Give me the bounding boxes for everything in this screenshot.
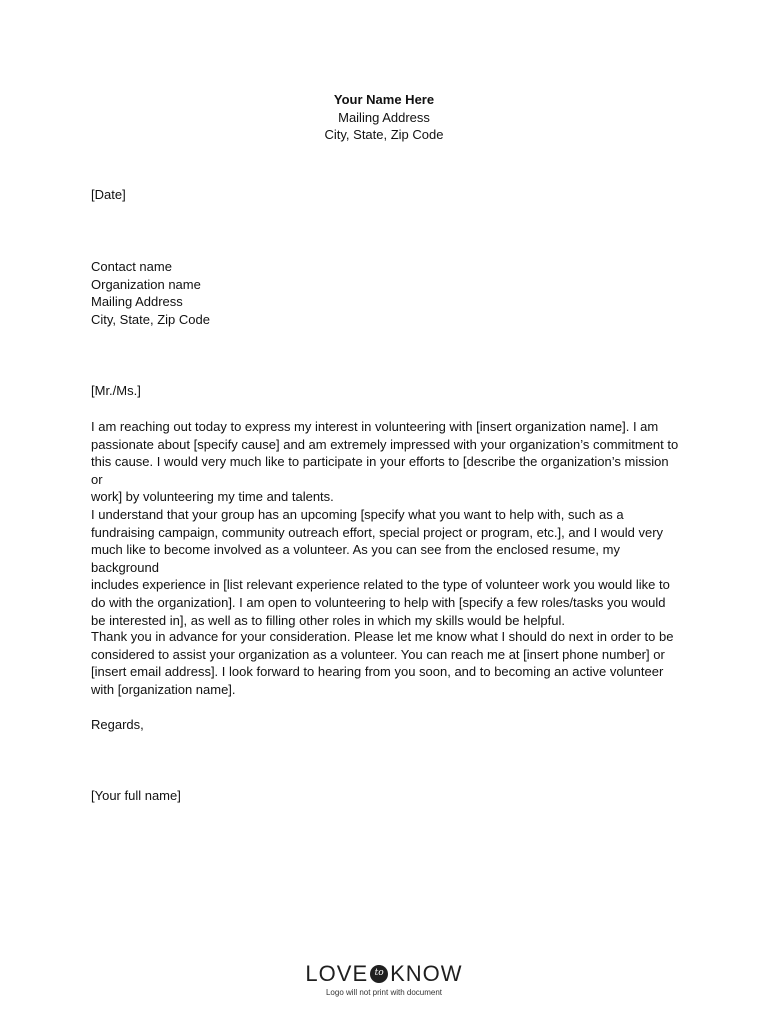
love-to-know-logo-icon (370, 965, 388, 983)
paragraph-line: this cause. I would very much like to participate in your efforts to [describe the organization’s mission or (91, 454, 669, 487)
paragraph-line: be interested in], as well as to filling other roles in which my skills would be helpful. (91, 612, 566, 628)
letter-date (91, 186, 681, 204)
sender-block (0, 91, 768, 144)
paragraph-line: much like to become involved as a volunteer. As you can see from the enclosed resume, my background (91, 542, 620, 575)
recipient-city-state-zip: City, State, Zip Code (91, 311, 210, 327)
logo-wordmark (305, 962, 462, 986)
closing-text: Regards, (91, 717, 144, 732)
paragraph-line: with [organization name]. (91, 681, 236, 697)
signature (91, 787, 681, 805)
recipient-address: Mailing Address (91, 294, 183, 310)
recipient-organization: Organization name (91, 276, 201, 292)
paragraph-line: I understand that your group has an upcoming [specify what you want to help with, such as a (91, 507, 624, 522)
logo-note: Logo will not print with document (325, 988, 443, 997)
sender-name: Your Name Here (333, 92, 435, 107)
logo-word-left: LOVE (305, 961, 369, 986)
paragraph-line: Thank you in advance for your consideration. Please let me know what I should do next in order to be (91, 629, 674, 644)
paragraph-line: passionate about [specify cause] and am extremely impressed with your organization’s commitment to (91, 436, 679, 452)
sender-address: Mailing Address (338, 109, 430, 125)
signature-text: [Your full name] (91, 788, 181, 803)
paragraph-line: work] by volunteering my time and talents. (91, 489, 334, 505)
paragraph-line: fundraising campaign, community outreach effort, special project or program, etc.], and I would very (91, 524, 664, 540)
closing (91, 716, 681, 734)
recipient-block (91, 258, 681, 328)
logo-word-right: KNOW (390, 961, 463, 986)
logo-word-middle: to (374, 968, 384, 978)
paragraph-line: I am reaching out today to express my interest in volunteering with [insert organization name]. I am (91, 419, 659, 434)
body-paragraph-3 (91, 628, 681, 698)
body-paragraph-2 (91, 506, 681, 629)
love-to-know-logo (0, 962, 768, 997)
paragraph-line: do with the organization]. I am open to volunteering to help with [specify a few roles/tasks you would (91, 594, 666, 610)
sender-city-state-zip: City, State, Zip Code (324, 127, 444, 143)
paragraph-line: includes experience in [list relevant experience related to the type of volunteer work you would like to (91, 577, 670, 593)
salutation-text: [Mr./Ms.] (91, 383, 141, 398)
paragraph-line: considered to assist your organization as a volunteer. You can reach me at [insert phone number] or (91, 646, 665, 662)
salutation (91, 382, 681, 400)
paragraph-line: [insert email address]. I look forward to hearing from you soon, and to becoming an active volunteer (91, 664, 664, 680)
date-text: [Date] (91, 187, 126, 202)
recipient-contact: Contact name (91, 259, 172, 274)
body-paragraph-1 (91, 418, 681, 506)
